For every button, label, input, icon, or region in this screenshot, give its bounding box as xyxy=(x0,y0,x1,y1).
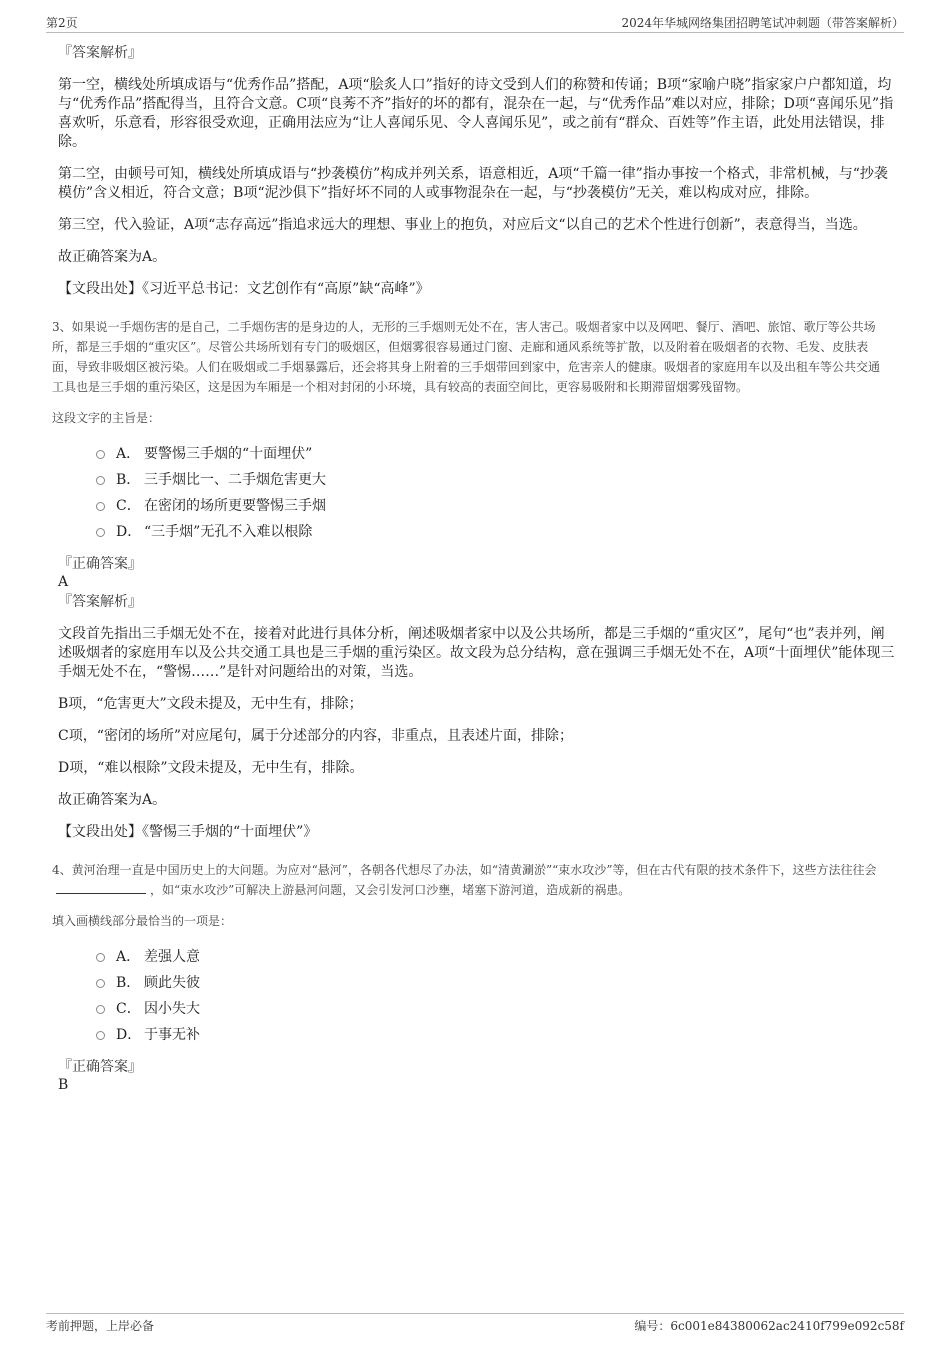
question-prompt: 填入画横线部分最恰当的一项是： xyxy=(52,914,233,928)
footer-slogan: 考前押题，上岸必备 xyxy=(46,1319,155,1333)
option-c[interactable]: C． 在密闭的场所更要警惕三手烟 xyxy=(96,493,896,519)
radio-button[interactable] xyxy=(96,502,105,511)
analysis-paragraph: B项，“危害更大”文段未提及，无中生有，排除； xyxy=(58,696,363,712)
option-b[interactable]: B． 三手烟比一、二手烟危害更大 xyxy=(96,467,896,493)
analysis-paragraph: 第一空，横线处所填成语与“优秀作品”搭配，A项“脍炙人口”指好的诗文受到人们的称赞和传诵；B项“家喻户晓”指家家户户都知道，均与“优秀作品”搭配得当，且符合文意。C项“良莠不齐”指好的坏的都有，混杂在一起，与“优秀作品”难以对应，排除；D项“喜闻乐见”指喜欢听，乐意看，形容很受欢迎，正确用法应为“让人喜闻乐见、令人喜闻乐见”，或之前有“群众、百姓等”作主语，此处用法错误，排除。 xyxy=(58,77,894,150)
radio-button[interactable] xyxy=(96,476,105,485)
correct-answer-tag: 『正确答案』 xyxy=(58,556,142,572)
radio-button[interactable] xyxy=(96,979,105,988)
document-body xyxy=(52,44,896,1096)
option-b[interactable]: B． 顾此失彼 xyxy=(96,970,896,996)
correct-answer-tag: 『正确答案』 xyxy=(58,1059,142,1075)
page-number: 第2页 xyxy=(46,16,78,30)
page-header xyxy=(46,12,904,33)
option-d[interactable]: D． “三手烟”无孔不入难以根除 xyxy=(96,519,896,545)
correct-answer: B xyxy=(58,1077,69,1093)
radio-button[interactable] xyxy=(96,528,105,537)
question-prompt: 这段文字的主旨是： xyxy=(52,411,161,425)
radio-button[interactable] xyxy=(96,1005,105,1014)
analysis-paragraph: D项，“难以根除”文段未提及，无中生有，排除。 xyxy=(58,760,364,776)
fill-blank xyxy=(56,881,146,894)
page-footer xyxy=(46,1313,904,1336)
answer-conclusion: 故正确答案为A。 xyxy=(58,249,167,265)
analysis-tag: 『答案解析』 xyxy=(58,45,142,61)
analysis-tag: 『答案解析』 xyxy=(58,594,142,610)
option-d[interactable]: D． 于事无补 xyxy=(96,1022,896,1048)
question-text: 3、如果说一手烟伤害的是自己，二手烟伤害的是身边的人，无形的三手烟则无处不在，害人害己。吸烟者家中以及网吧、餐厅、酒吧、旅馆、歌厅等公共场所，都是三手烟的“重灾区”。尽管公共场所划有专门的吸烟区，但烟雾很容易通过门窗、走廊和通风系统等扩散，以及附着在吸烟者的衣物、毛发、皮肤表面，导致非吸烟区被污染。人们在吸烟或二手烟暴露后，还会将其身上附着的三手烟带回到家中，危害亲人的健康。吸烟者的家庭用车以及出租车等公共交通工具也是三手烟的重污染区，这是因为车厢是一个相对封闭的小环境，具有较高的表面空间比，更容易吸附和长期滞留烟雾残留物。 xyxy=(52,320,881,394)
option-c[interactable]: C． 因小失大 xyxy=(96,996,896,1022)
source-citation: 【文段出处】《习近平总书记：文艺创作有“高原”缺“高峰”》 xyxy=(58,281,430,297)
analysis-paragraph: C项，“密闭的场所”对应尾句，属于分述部分的内容，非重点，且表述片面，排除； xyxy=(58,728,574,744)
option-a[interactable]: A． 差强人意 xyxy=(96,944,896,970)
correct-answer: A xyxy=(58,574,69,590)
option-list xyxy=(96,944,896,1048)
question-text: 4、黄河治理一直是中国历史上的大问题。为应对“悬河”，各朝各代想尽了办法，如“清黄涮淤”“束水攻沙”等，但在古代有限的技术条件下，这些方法往往会，如“束水攻沙”可解决上游悬河问题，又会引发河口沙壅，堵塞下游河道，造成新的祸患。 xyxy=(52,863,877,897)
option-a[interactable]: A． 要警惕三手烟的“十面埋伏” xyxy=(96,441,896,467)
analysis-paragraph: 文段首先指出三手烟无处不在，接着对此进行具体分析，阐述吸烟者家中以及公共场所，都是三手烟的“重灾区”，尾句“也”表并列，阐述吸烟者的家庭用车以及公共交通工具也是三手烟的重污染区。故文段为总分结构，意在强调三手烟无处不在，A项“十面埋伏”能体现三手烟无处不在，“警惕……”是针对问题给出的对策，当选。 xyxy=(58,626,895,680)
document-code: 编号：6c001e84380062ac2410f799e092c58f xyxy=(634,1319,904,1333)
analysis-paragraph: 第二空，由顿号可知，横线处所填成语与“抄袭模仿”构成并列关系，语意相近，A项“千篇一律”指办事按一个格式，非常机械，与“抄袭模仿”含义相近，符合文意；B项“泥沙俱下”指好坏不同的人或事物混杂在一起，与“抄袭模仿”无关，难以构成对应，排除。 xyxy=(58,166,888,201)
answer-conclusion: 故正确答案为A。 xyxy=(58,792,167,808)
analysis-paragraph: 第三空，代入验证，A项“志存高远”指追求远大的理想、事业上的抱负，对应后文“以自己的艺术个性进行创新”，表意得当，当选。 xyxy=(58,217,867,233)
radio-button[interactable] xyxy=(96,450,105,459)
option-list xyxy=(96,441,896,545)
document-title: 2024年华城网络集团招聘笔试冲刺题（带答案解析） xyxy=(621,16,904,30)
radio-button[interactable] xyxy=(96,1031,105,1040)
source-citation: 【文段出处】《警惕三手烟的“十面埋伏”》 xyxy=(58,824,318,840)
radio-button[interactable] xyxy=(96,953,105,962)
